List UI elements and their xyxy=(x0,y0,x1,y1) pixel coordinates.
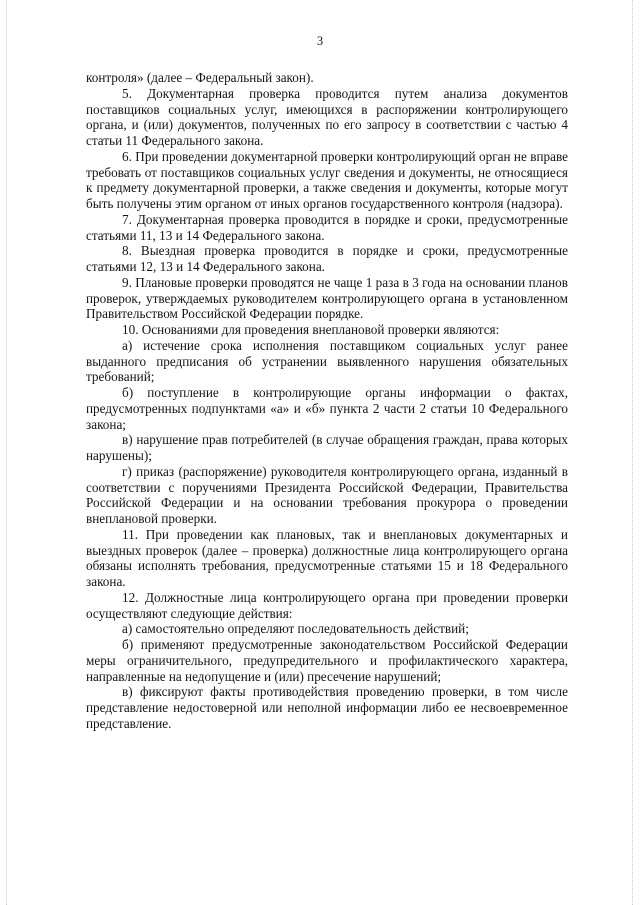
paragraph-continuation: контроля» (далее – Федеральный закон). xyxy=(86,70,314,85)
scan-edge-right xyxy=(632,0,634,905)
paragraph-10-v: в) нарушение прав потребителей (в случае обращения граждан, права которых нарушены); xyxy=(86,432,568,463)
paragraph-9: 9. Плановые проверки проводятся не чаще 1 раза в 3 года на основании планов проверок, утверждаемых руководителем контролирующего органа в установленном Правительством Российской Федерации порядке. xyxy=(86,274,568,322)
paragraph-5: 5. Документарная проверка проводится путем анализа документов поставщиков социальных услуг, имеющихся в распоряжении контролирующего органа, и (или) документов, полученных по его запросу в соответствии с частью 4 статьи 11 Федерального закона. xyxy=(86,85,568,148)
paragraph-10-g: г) приказ (распоряжение) руководителя контролирующего органа, изданный в соответствии с поручениями Президента Российской Федерации, Правительства Российской Федерации и на основании требования прокурора о проведении внеплановой проверки. xyxy=(86,463,568,526)
paragraph-12-a: а) самостоятельно определяют последовательность действий; xyxy=(122,621,469,637)
paragraph-10: 10. Основаниями для проведения внеплановой проверки являются: xyxy=(122,322,500,337)
document-body xyxy=(86,70,568,732)
paragraph-12-v: в) фиксируют факты противодействия проведению проверки, в том числе представление недостоверной или неполной информации либо ее несвоевременное представление. xyxy=(86,684,568,731)
paragraph-12: 12. Должностные лица контролирующего органа при проведении проверки осуществляют следующие действия: xyxy=(86,589,568,621)
page-number: 3 xyxy=(316,34,324,48)
paragraph-12-b: б) применяют предусмотренные законодательством Российской Федерации меры ограничительного, предупредительного и профилактического характера, направленные на недопущение и (или) пресечение нарушений; xyxy=(86,637,568,684)
paragraph-7: 7. Документарная проверка проводится в порядке и сроки, предусмотренные статьями 11, 13 и 14 Федерального закона. xyxy=(86,211,568,243)
paragraph-10-b: б) поступление в контролирующие органы информации о фактах, предусмотренных подпунктами «а» и «б» пункта 2 части 2 статьи 10 Федерального закона; xyxy=(86,385,568,432)
paragraph-10-a: а) истечение срока исполнения поставщиком социальных услуг ранее выданного предписания об устранении выявленного нарушения обязательных требований; xyxy=(86,337,568,385)
paragraph-11: 11. При проведении как плановых, так и внеплановых документарных и выездных проверок (далее – проверка) должностные лица контролирующего органа обязаны исполнять требования, предусмотренные статьями 15 и 18 Федерального закона. xyxy=(86,526,568,589)
paragraph-8: 8. Выездная проверка проводится в порядке и сроки, предусмотренные статьями 12, 13 и 14 Федерального закона. xyxy=(86,243,568,274)
paragraph-6: 6. При проведении документарной проверки контролирующий орган не вправе требовать от поставщиков социальных услуг сведения и документы, не относящиеся к предмету документарной проверки, а также сведения и документы, которые могут быть получены этим органом от иных органов государственного контроля (надзора). xyxy=(86,148,568,211)
scan-edge-left xyxy=(6,0,8,905)
